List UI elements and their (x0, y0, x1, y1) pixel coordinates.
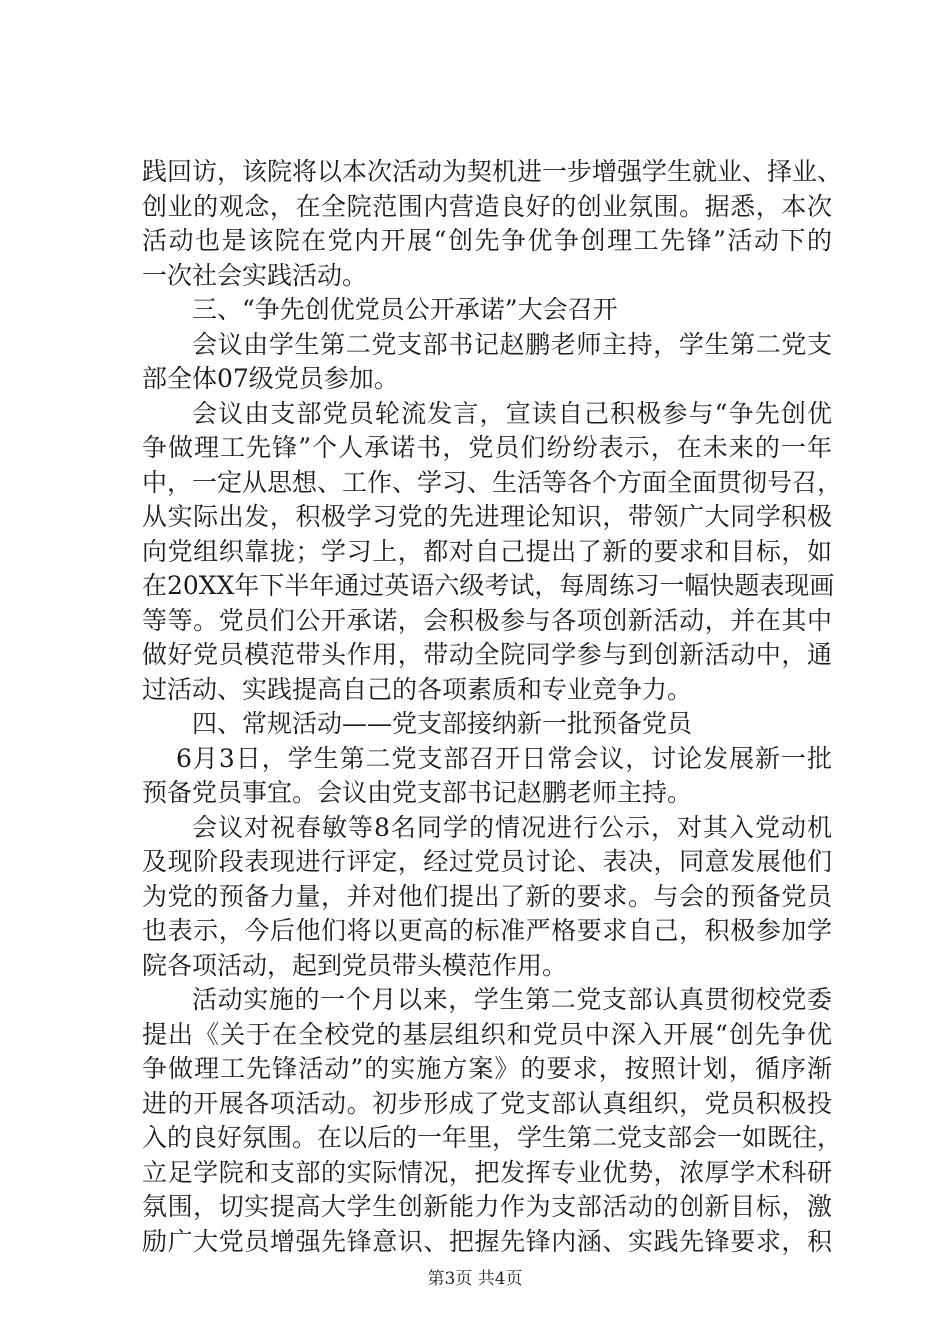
text-line: 一次社会实践活动。 (142, 260, 368, 290)
document-body (142, 155, 843, 1259)
section-heading: 四、常规活动——党支部接纳新一批预备党员 (192, 709, 693, 738)
section-heading: 三、“争先创优党员公开承诺”大会召开 (192, 295, 618, 324)
text-line: 部全体07级党员参加。 (142, 364, 399, 393)
text-line: 在20XX年下半年通过英语六级考试，每周练习一幅快题表现画 (142, 571, 835, 600)
text-line: 践回访，该院将以本次活动为契机进一步增强学生就业、择业、 (142, 157, 843, 186)
text-line: 立足学院和支部的实际情况，把发挥专业优势，浓厚学术科研 (142, 1157, 832, 1187)
text-line: 等等。党员们公开承诺，会积极参与各项创新活动，并在其中 (142, 605, 832, 635)
text-line: 及现阶段表现进行评定，经过党员讨论、表决，同意发展他们 (142, 847, 832, 876)
text-line: 过活动、实践提高自己的各项素质和专业竞争力。 (142, 674, 693, 704)
text-line: 中，一定从思想、工作、学习、生活等各个方面全面贯彻号召， (142, 467, 843, 497)
text-line: 预备党员事宜。会议由党支部书记赵鹏老师主持。 (142, 778, 693, 807)
text-line: 为党的预备力量，并对他们提出了新的要求。与会的预备党员 (142, 881, 832, 911)
text-line: 会议对祝春敏等8名同学的情况进行公示，对其入党动机 (192, 812, 832, 842)
text-line: 励广大党员增强先锋意识、把握先锋内涵、实践先锋要求，积 (142, 1226, 832, 1256)
text-line: 活动实施的一个月以来，学生第二党支部认真贯彻校党委 (192, 985, 832, 1014)
text-line: 院各项活动，起到党员带头模范作用。 (142, 950, 568, 980)
text-line: 活动也是该院在党内开展“创先争优争创理工先锋”活动下的 (142, 226, 832, 255)
text-line: 会议由学生第二党支部书记赵鹏老师主持，学生第二党支 (192, 329, 832, 359)
text-line: 进的开展各项活动。初步形成了党支部认真组织，党员积极投 (142, 1088, 832, 1118)
text-line: 入的良好氛围。在以后的一年里，学生第二党支部会一如既往， (142, 1123, 843, 1152)
text-line: 氛围，切实提高大学生创新能力作为支部活动的创新目标，激 (142, 1192, 832, 1221)
text-line: 争做理工先锋”个人承诺书，党员们纷纷表示，在未来的一年 (142, 433, 832, 462)
text-line: 也表示，今后他们将以更高的标准严格要求自己，积极参加学 (142, 916, 832, 945)
text-line: 争做理工先锋活动”的实施方案》的要求，按照计划，循序渐 (142, 1054, 832, 1083)
text-line: 6月3日，学生第二党支部召开日常会议，讨论发展新一批 (176, 743, 832, 773)
text-line: 做好党员模范带头作用，带动全院同学参与到创新活动中，通 (142, 640, 832, 669)
page-number-footer: 第3页 共4页 (427, 1269, 523, 1289)
text-line: 会议由支部党员轮流发言，宣读自己积极参与“争先创优 (192, 398, 832, 428)
text-line: 向党组织靠拢；学习上，都对自己提出了新的要求和目标，如 (142, 536, 832, 566)
text-line: 提出《关于在全校党的基层组织和党员中深入开展“创先争优 (142, 1019, 832, 1049)
text-line: 创业的观念，在全院范围内营造良好的创业氛围。据悉，本次 (142, 191, 832, 221)
text-line: 从实际出发，积极学习党的先进理论知识，带领广大同学积极 (142, 502, 832, 531)
